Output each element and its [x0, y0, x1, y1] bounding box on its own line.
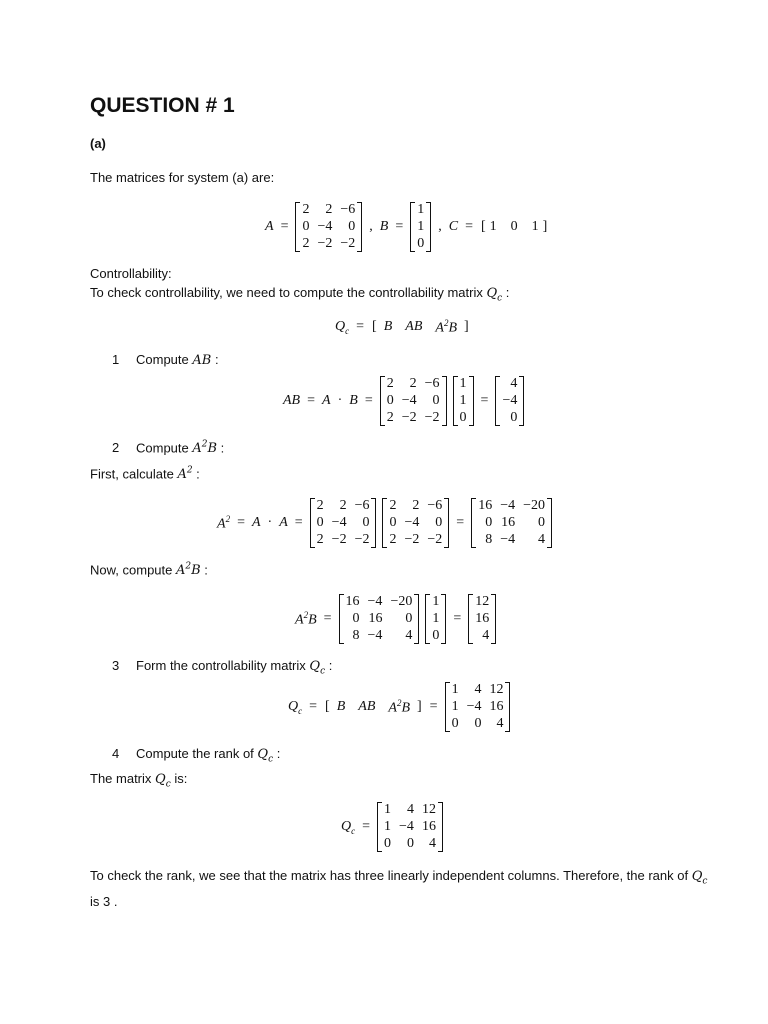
matrix-cell: −20 — [523, 498, 546, 513]
matrix-cell: 12 — [475, 594, 490, 609]
matrix-cell: −6 — [427, 498, 443, 513]
matrix-cell: 4 — [538, 532, 546, 547]
matrix-cell: 4 — [406, 802, 414, 817]
qc-equation-2: $Q_c$ = 1 4 12 1 −4 16 0 0 4 — [338, 802, 446, 852]
matrix-cell: 2 — [386, 410, 394, 425]
a2-matrix-a1 — [310, 498, 377, 548]
matrix-cell: −2 — [340, 236, 356, 251]
matrix-cell: 4 — [482, 628, 490, 643]
controllability-text: To check controllability, we need to compute the controllability matrix $Q_c$ : — [90, 285, 510, 304]
matrix-cell: 4 — [510, 376, 518, 391]
qc-matrix-2 — [377, 802, 443, 852]
matrix-cell: 1 — [531, 219, 539, 234]
ab-matrix-b — [453, 376, 474, 426]
a2-equation: $A^2$ = A · A = 2 2 −6 0 −4 0 2 −2 −2 2 2 −6 0 −4 0 2 −2 −2 = 16 −4 −20 0 16 0 8 −4 4 — [214, 498, 555, 548]
matrix-cell: −4 — [404, 515, 420, 530]
a2b-matrix-a2 — [339, 594, 420, 644]
qc-equation: $Q_c$ = [ B AB $A^2B$ ] = 1 4 12 1 −4 16 0 0 4 — [285, 682, 513, 732]
matrix-cell: −4 — [500, 532, 516, 547]
matrix-cell: 1 — [451, 699, 459, 714]
matrix-cell: 0 — [386, 393, 394, 408]
matrix-a — [295, 202, 362, 252]
matrix-cell: −4 — [317, 219, 333, 234]
matrix-cell: 2 — [339, 498, 347, 513]
step-2: 2 Compute $A^2B$ : — [112, 440, 225, 457]
matrix-cell: −4 — [401, 393, 417, 408]
matrix-cell: −4 — [502, 393, 518, 408]
a2b-equation: $A^2B$ = 16 −4 −20 0 16 0 8 −4 4 1 1 0 = 12 16 4 — [292, 594, 499, 644]
matrix-cell: 0 — [459, 410, 467, 425]
intro-text: The matrices for system (a) are: — [90, 170, 275, 185]
matrix-cell: 0 — [417, 236, 425, 251]
a2b-result — [468, 594, 496, 644]
ab-matrix-a — [380, 376, 447, 426]
qc-matrix — [445, 682, 511, 732]
matrix-cell: 0 — [362, 515, 370, 530]
matrix-cell: 4 — [496, 716, 504, 731]
matrix-b — [410, 202, 431, 252]
matrix-cell: 4 — [474, 682, 482, 697]
matrix-cell: −2 — [401, 410, 417, 425]
matrix-cell: 4 — [428, 836, 436, 851]
matrix-cell: 0 — [352, 611, 360, 626]
matrix-cell: 1 — [432, 611, 440, 626]
matrix-cell: 0 — [432, 393, 440, 408]
matrix-is-text: The matrix $Q_c$ is: — [90, 771, 188, 790]
matrix-cell: 0 — [510, 410, 518, 425]
matrix-cell: −6 — [354, 498, 370, 513]
matrix-cell: 1 — [417, 202, 425, 217]
matrix-cell: 2 — [412, 498, 420, 513]
step-3: 3 Form the controllability matrix $Q_c$ : — [112, 658, 333, 677]
matrix-cell: 1 — [489, 219, 497, 234]
matrix-cell: 2 — [325, 202, 333, 217]
matrix-c — [490, 219, 539, 235]
a2b-matrix-b — [425, 594, 446, 644]
system-matrices-equation: A = 2 2 −6 0 −4 0 2 −2 −2 , B = 1 1 0 , C = [ 1 0 1 ] — [265, 202, 548, 251]
matrix-cell: −2 — [404, 532, 420, 547]
matrix-cell: 8 — [485, 532, 493, 547]
matrix-cell: 0 — [451, 716, 459, 731]
matrix-cell: −2 — [424, 410, 440, 425]
matrix-cell: −2 — [427, 532, 443, 547]
matrix-cell: 16 — [478, 498, 493, 513]
matrix-cell: 8 — [352, 628, 360, 643]
matrix-cell: −2 — [317, 236, 333, 251]
conclusion-text: To check the rank, we see that the matrix has three linearly independent columns. Therefore, the rank of $Q_c$ is 3 . — [90, 868, 708, 909]
matrix-cell: 16 — [475, 611, 490, 626]
matrix-cell: 0 — [406, 836, 414, 851]
first-calc-text: First, calculate $A^2$ : — [90, 466, 200, 483]
matrix-cell: 1 — [451, 682, 459, 697]
ab-result — [495, 376, 524, 426]
step-1: 1 Compute AB : — [112, 352, 219, 368]
matrix-cell: −6 — [424, 376, 440, 391]
matrix-cell: 0 — [302, 219, 310, 234]
matrix-cell: 16 — [345, 594, 360, 609]
matrix-cell: −2 — [354, 532, 370, 547]
page-title: QUESTION # 1 — [90, 94, 235, 117]
matrix-cell: 1 — [384, 819, 392, 834]
matrix-cell: 2 — [389, 498, 397, 513]
matrix-cell: −4 — [367, 594, 383, 609]
matrix-cell: −4 — [500, 498, 516, 513]
matrix-cell: 0 — [316, 515, 324, 530]
matrix-cell: 0 — [432, 628, 440, 643]
matrix-cell: 1 — [432, 594, 440, 609]
matrix-cell: 2 — [302, 202, 310, 217]
matrix-cell: −4 — [367, 628, 383, 643]
matrix-cell: −4 — [399, 819, 414, 834]
matrix-cell: 12 — [421, 802, 436, 817]
matrix-cell: 1 — [459, 376, 467, 391]
matrix-cell: 0 — [510, 219, 518, 234]
matrix-cell: 2 — [389, 532, 397, 547]
matrix-cell: −20 — [390, 594, 413, 609]
matrix-cell: 0 — [485, 515, 493, 530]
now-compute-text: Now, compute $A^2B$ : — [90, 562, 208, 579]
matrix-cell: 0 — [389, 515, 397, 530]
matrix-cell: 16 — [368, 611, 383, 626]
a2-result — [471, 498, 552, 548]
matrix-cell: 1 — [459, 393, 467, 408]
matrix-cell: 2 — [302, 236, 310, 251]
matrix-cell: 0 — [348, 219, 356, 234]
matrix-cell: 4 — [405, 628, 413, 643]
matrix-cell: 0 — [474, 716, 482, 731]
a2-matrix-a2 — [382, 498, 449, 548]
matrix-cell: 2 — [316, 532, 324, 547]
matrix-cell: 2 — [316, 498, 324, 513]
matrix-cell: −6 — [340, 202, 356, 217]
matrix-cell: 0 — [435, 515, 443, 530]
matrix-cell: 2 — [409, 376, 417, 391]
qc-definition: $Q_c$ = [ B AB $A^2B$ ] — [335, 318, 469, 336]
matrix-cell: −4 — [331, 515, 347, 530]
matrix-cell: 0 — [538, 515, 546, 530]
matrix-cell: 16 — [421, 819, 436, 834]
matrix-cell: 0 — [405, 611, 413, 626]
matrix-cell: 12 — [489, 682, 504, 697]
ab-equation: AB = A · B = 2 2 −6 0 −4 0 2 −2 −2 1 1 0 = 4 −4 0 — [280, 376, 527, 426]
matrix-cell: 0 — [384, 836, 392, 851]
controllability-heading: Controllability: — [90, 266, 172, 281]
matrix-cell: 1 — [417, 219, 425, 234]
matrix-cell: −4 — [466, 699, 482, 714]
matrix-cell: 16 — [501, 515, 516, 530]
step-4: 4 Compute the rank of $Q_c$ : — [112, 746, 281, 765]
matrix-cell: 16 — [489, 699, 504, 714]
matrix-cell: −2 — [331, 532, 347, 547]
matrix-cell: 2 — [386, 376, 394, 391]
part-label: (a) — [90, 136, 106, 151]
matrix-cell: 1 — [384, 802, 392, 817]
